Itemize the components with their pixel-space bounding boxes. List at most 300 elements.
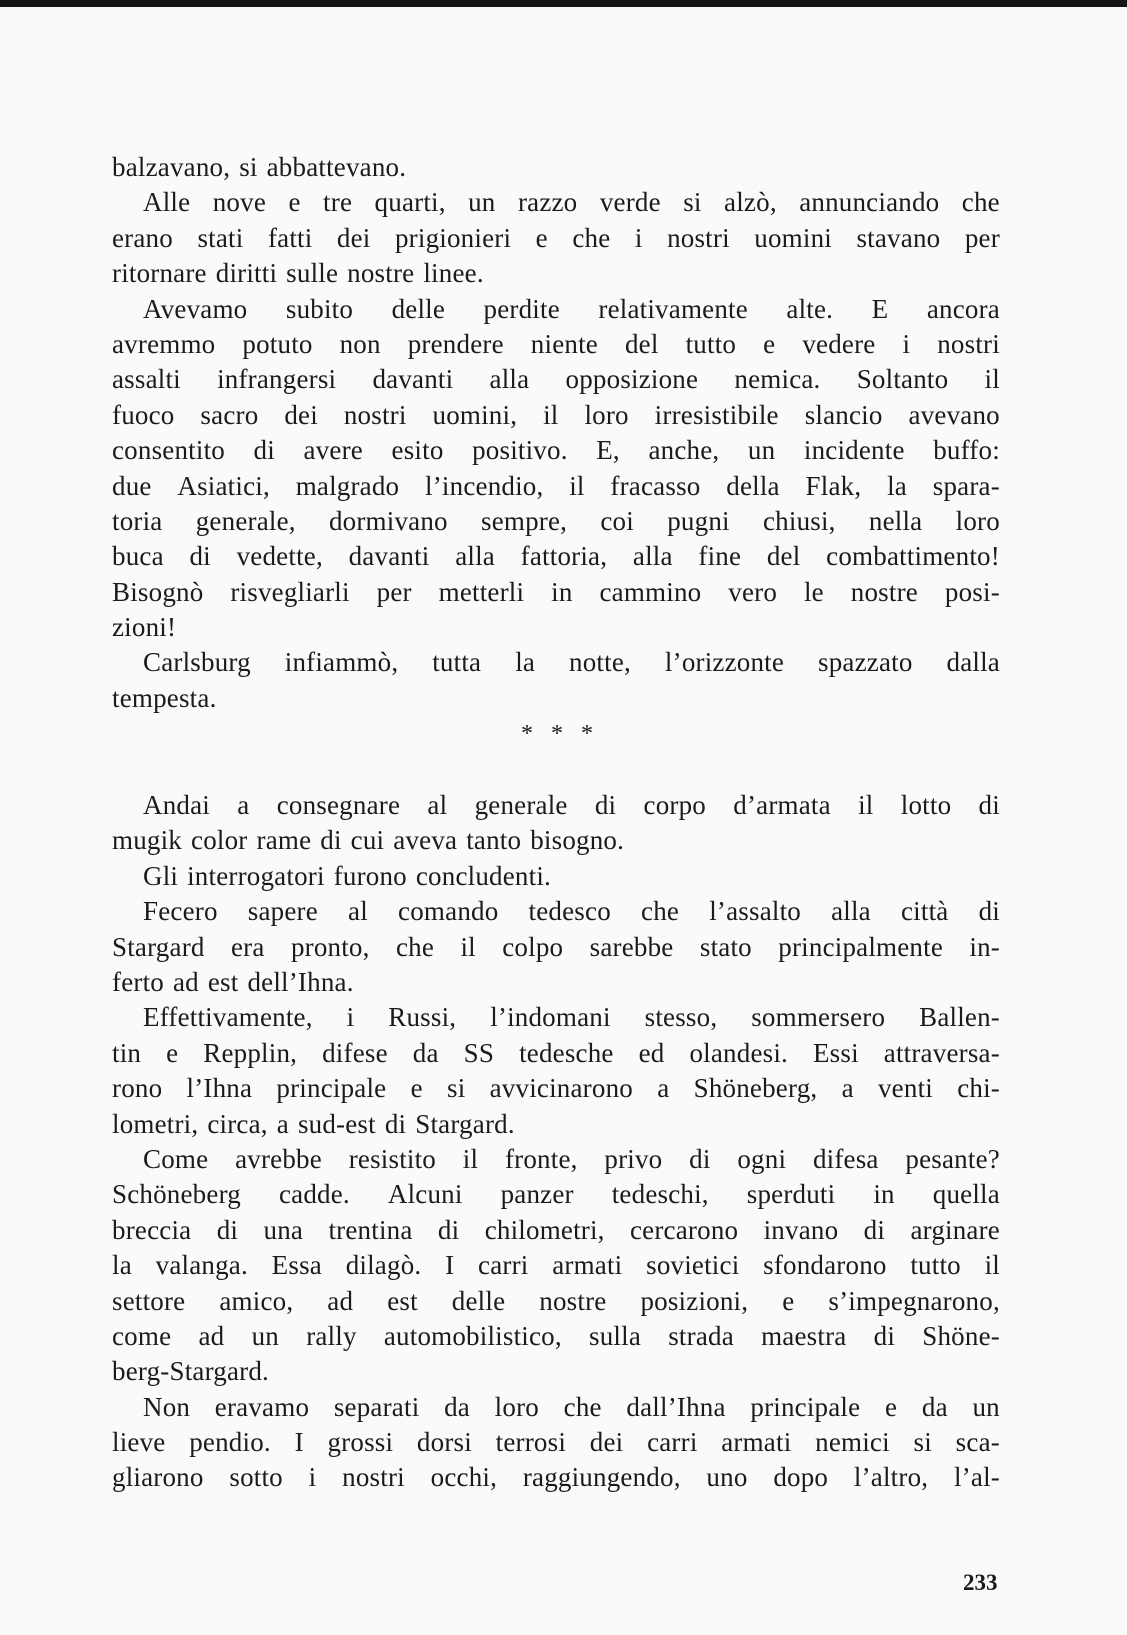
word: principale: [750, 1391, 861, 1422]
word: nostri: [342, 1462, 405, 1493]
word: stati: [197, 222, 244, 253]
word: Carlsburg: [143, 647, 251, 678]
word: alla: [455, 541, 495, 572]
word: dell’Ihna.: [247, 966, 354, 997]
word: potuto: [242, 328, 313, 359]
word: di: [253, 435, 275, 466]
word: si: [239, 152, 258, 182]
word: uomini,: [432, 399, 518, 430]
word: toria: [112, 505, 163, 536]
word: positivo.: [472, 435, 568, 466]
word: alzò,: [724, 187, 777, 218]
word: il: [460, 931, 476, 962]
word: diritti: [215, 258, 278, 289]
text-line: [112, 575, 1000, 610]
word: combattimento!: [826, 541, 1000, 572]
word: l’indomani: [490, 1002, 611, 1033]
word: Gli: [143, 860, 179, 891]
word: attraversa-: [883, 1037, 1000, 1068]
text-line: [112, 823, 1000, 858]
word: l’incendio,: [425, 470, 544, 501]
word: un: [251, 1320, 279, 1351]
word: armati: [721, 1427, 792, 1458]
text-line: [112, 1177, 1000, 1212]
text-line: [112, 965, 1000, 1000]
word: nostri: [667, 222, 730, 253]
word: Repplin,: [203, 1037, 298, 1068]
word: panzer: [500, 1179, 574, 1210]
word: uno: [706, 1462, 748, 1493]
word: stato: [699, 931, 752, 962]
word: dei: [284, 399, 318, 430]
text-line: [112, 1248, 1000, 1283]
word: colpo: [502, 931, 564, 962]
word: in: [551, 576, 573, 607]
word: a: [237, 790, 250, 821]
word: spazzato: [818, 647, 913, 678]
word: l’altro,: [853, 1462, 929, 1493]
word: Stargard.: [415, 1108, 515, 1139]
word: alla: [489, 364, 530, 395]
word: sotto: [229, 1462, 283, 1493]
word: carri: [478, 1250, 529, 1281]
word: strada: [668, 1320, 734, 1351]
word: la: [112, 1250, 132, 1281]
word: di: [873, 1320, 896, 1351]
word: cadde.: [278, 1179, 350, 1210]
word: tutta: [432, 647, 482, 678]
word: per: [376, 576, 412, 607]
word: alla: [831, 896, 871, 927]
word: loro: [494, 1391, 539, 1422]
blank-line: [112, 753, 1000, 788]
word: alla: [632, 541, 673, 572]
word: Essi: [812, 1037, 859, 1068]
word: Schöneberg: [112, 1179, 241, 1210]
word: gliarono: [112, 1462, 204, 1493]
word: tutto: [910, 1250, 961, 1281]
word: carri: [647, 1427, 698, 1458]
word: e: [166, 1037, 179, 1068]
word: separati: [333, 1391, 420, 1422]
word: generale: [474, 790, 568, 821]
word: occhi,: [430, 1462, 498, 1493]
word: sacro: [200, 399, 259, 430]
text-line: [112, 930, 1000, 965]
word: vedere: [802, 328, 876, 359]
word: fatti: [267, 222, 313, 253]
word: dei: [336, 222, 371, 253]
word: il: [984, 364, 1000, 395]
word: maestra: [761, 1320, 847, 1351]
word: consegnare: [276, 790, 401, 821]
word: di: [189, 541, 211, 572]
word: sfondarono: [763, 1250, 887, 1281]
word: che: [961, 187, 1000, 218]
word: irresistibile: [654, 399, 779, 430]
word: buca: [112, 541, 164, 572]
word: i: [308, 1462, 317, 1493]
word: dei: [589, 1427, 624, 1458]
word: che: [395, 931, 435, 962]
word: avvicinarono: [489, 1073, 633, 1104]
word: rono: [112, 1073, 163, 1104]
word: trentina: [328, 1214, 413, 1245]
word: un: [972, 1391, 1000, 1422]
word: prigionieri: [394, 222, 512, 253]
word: pesante?: [905, 1143, 1000, 1174]
word: rally: [306, 1320, 357, 1351]
word: Shöne-: [922, 1320, 1000, 1351]
word: Soltanto: [856, 364, 949, 395]
word: lometri,: [112, 1108, 199, 1139]
word: amico,: [219, 1285, 294, 1316]
text-line: [112, 1425, 1000, 1460]
word: razzo: [517, 187, 578, 218]
word: cammino: [599, 576, 702, 607]
word: per: [964, 222, 1000, 253]
word: uomini: [754, 222, 832, 253]
text-line: [112, 1213, 1000, 1248]
word: stavano: [856, 222, 941, 253]
word: color: [191, 825, 248, 856]
word: al: [348, 896, 368, 927]
word: sapere: [247, 896, 318, 927]
word: il: [984, 1250, 1000, 1281]
top-edge-rule: [0, 0, 1127, 7]
word: raggiungendo,: [522, 1462, 681, 1493]
word: interrogatori: [187, 860, 325, 891]
word: posi-: [944, 576, 1000, 607]
word: perdite: [483, 293, 560, 324]
word: infrangersi: [217, 364, 337, 395]
word: sempre,: [481, 505, 568, 536]
word: lieve: [112, 1427, 166, 1458]
word: vero: [728, 576, 778, 607]
text-line: [112, 1460, 1000, 1495]
word: erano: [112, 222, 173, 253]
word: risvegliarli: [230, 576, 350, 607]
word: ferto: [112, 966, 164, 997]
word: ad: [327, 1285, 354, 1316]
word: davanti: [348, 541, 430, 572]
word: e: [535, 222, 548, 253]
word: i: [634, 222, 643, 253]
word: ogni: [737, 1143, 787, 1174]
word: tedesco: [528, 896, 611, 927]
word: cui: [350, 825, 385, 856]
word: ancora: [926, 293, 1000, 324]
word: olandesi.: [689, 1037, 788, 1068]
word: infiammò,: [284, 647, 399, 678]
word: consentito: [112, 435, 225, 466]
word: Flak,: [805, 470, 862, 501]
word: l’Ihna: [186, 1073, 253, 1104]
word: sca-: [955, 1427, 1000, 1458]
word: generale,: [195, 505, 296, 536]
word: grossi: [327, 1427, 394, 1458]
word: e: [782, 1285, 795, 1316]
word: Andai: [143, 790, 210, 821]
word: delle: [451, 1285, 506, 1316]
word: Avevamo: [143, 293, 248, 324]
word: di: [320, 825, 342, 856]
word: di: [689, 1143, 711, 1174]
word: invano: [763, 1214, 839, 1245]
word: E,: [596, 435, 620, 466]
word: i: [346, 1002, 355, 1033]
text-line: [112, 1142, 1000, 1177]
word: era: [230, 931, 265, 962]
word: dalla: [946, 647, 1000, 678]
word: un: [468, 187, 496, 218]
word: Alcuni: [387, 1179, 463, 1210]
word: nostri: [343, 399, 407, 430]
word: tutto: [685, 328, 737, 359]
word: dilagò.: [345, 1250, 422, 1281]
word: Ballen-: [919, 1002, 1000, 1033]
word: chi-: [957, 1073, 1000, 1104]
word: venti: [877, 1073, 933, 1104]
word: E: [871, 293, 889, 324]
word: al: [427, 790, 448, 821]
word: automobilistico,: [383, 1320, 562, 1351]
word: sarebbe: [589, 931, 674, 962]
text-line: [112, 398, 1000, 433]
word: e: [410, 1073, 423, 1104]
word: da: [921, 1391, 948, 1422]
word: fattoria,: [520, 541, 608, 572]
word: difesa: [812, 1143, 879, 1174]
word: del: [766, 541, 801, 572]
word: nella: [868, 505, 923, 536]
word: malgrado: [295, 470, 400, 501]
text-line: [112, 859, 1000, 894]
text-line: [112, 433, 1000, 468]
word: il: [569, 470, 585, 501]
word: SS: [463, 1037, 495, 1068]
word: della: [726, 470, 780, 501]
word: subito: [285, 293, 354, 324]
word: verde: [599, 187, 661, 218]
page-number: 233: [963, 1570, 998, 1595]
word: bisogno.: [530, 825, 625, 856]
word: il: [858, 790, 874, 821]
word: nostre: [539, 1285, 607, 1316]
text-line: [112, 1284, 1000, 1319]
text-line: [112, 256, 1000, 291]
word: ad: [172, 966, 199, 997]
text-line: [112, 327, 1000, 362]
word: davanti: [372, 364, 454, 395]
word: Essa: [271, 1250, 322, 1281]
text-line: [112, 1000, 1000, 1035]
word: arginare: [910, 1214, 1000, 1245]
text-line: [112, 645, 1000, 680]
word: zioni!: [112, 612, 177, 643]
text-line: [112, 539, 1000, 574]
word: si: [913, 1427, 932, 1458]
word: pugni: [667, 505, 730, 536]
word: non: [339, 328, 381, 359]
text-line: [112, 292, 1000, 327]
word: anche,: [648, 435, 720, 466]
word: incidente: [803, 435, 905, 466]
text-line: [112, 469, 1000, 504]
word: principalmente: [778, 931, 944, 962]
word: Effettivamente,: [143, 1002, 313, 1033]
word: annunciando: [799, 187, 940, 218]
word: opposizione: [565, 364, 699, 395]
word: spara-: [932, 470, 1000, 501]
word: che: [572, 222, 611, 253]
word: nemici: [815, 1427, 890, 1458]
word: metterli: [438, 576, 525, 607]
word: di: [978, 790, 1000, 821]
word: privo: [604, 1143, 663, 1174]
word: pendio.: [189, 1427, 271, 1458]
word: una: [263, 1214, 304, 1245]
word: abbattevano.: [266, 152, 407, 182]
word: si: [446, 1073, 466, 1104]
word: come: [112, 1320, 172, 1351]
word: sud-est: [297, 1108, 376, 1139]
text-line: [112, 1390, 1000, 1425]
word: del: [624, 328, 659, 359]
word: aveva: [393, 825, 458, 856]
word: da: [412, 1037, 439, 1068]
word: di: [437, 1214, 460, 1245]
word: fuoco: [112, 399, 175, 430]
text-line: [112, 610, 1000, 645]
text-line: [112, 1107, 1000, 1142]
word: sulla: [589, 1320, 642, 1351]
word: dorsi: [416, 1427, 472, 1458]
word: di: [216, 1214, 239, 1245]
body-text: [112, 150, 1000, 1496]
word: Alle: [143, 187, 191, 218]
word: e: [288, 187, 301, 218]
word: concludenti.: [415, 860, 551, 891]
word: tin: [112, 1037, 142, 1068]
word: valanga.: [155, 1250, 248, 1281]
word: nemica.: [734, 364, 821, 395]
text-line: [112, 1354, 1000, 1389]
word: niente: [530, 328, 598, 359]
word: difese: [322, 1037, 388, 1068]
text-line: [112, 362, 1000, 397]
text-line: [112, 681, 1000, 716]
word: tedeschi,: [611, 1179, 709, 1210]
text-line: [112, 788, 1000, 823]
word: buffo:: [933, 435, 1000, 466]
word: in-: [969, 931, 1000, 962]
word: da: [444, 1391, 470, 1422]
word: fracasso: [610, 470, 701, 501]
word: Bisognò: [112, 576, 204, 607]
word: delle: [391, 293, 446, 324]
word: Non: [143, 1391, 191, 1422]
word: sulle: [286, 258, 339, 289]
word: Come: [143, 1143, 209, 1174]
word: chilometri,: [484, 1214, 605, 1245]
word: avevano: [908, 399, 1000, 430]
word: mugik: [112, 825, 183, 856]
word: la: [887, 470, 907, 501]
word: tedesche: [519, 1037, 614, 1068]
word: Fecero: [143, 896, 218, 927]
word: avere: [303, 435, 363, 466]
word: Stargard: [112, 931, 205, 962]
word: est: [207, 966, 239, 997]
word: che: [641, 896, 680, 927]
word: a: [841, 1073, 854, 1104]
word: a: [657, 1073, 670, 1104]
text-line: [112, 150, 1000, 185]
word: quella: [932, 1179, 1000, 1210]
text-line: [112, 221, 1000, 256]
word: cercarono: [630, 1214, 739, 1245]
word: il: [462, 1143, 479, 1174]
word: breccia: [112, 1214, 192, 1245]
word: armati: [552, 1250, 623, 1281]
text-line: [112, 504, 1000, 539]
word: avremmo: [112, 328, 216, 359]
word: nostre: [850, 576, 918, 607]
word: due: [112, 470, 152, 501]
word: eravamo: [214, 1391, 310, 1422]
word: berg-Stargard.: [112, 1356, 270, 1387]
word: il: [543, 399, 559, 430]
section-separator: * * *: [521, 721, 599, 748]
word: ritornare: [112, 258, 207, 289]
word: loro: [955, 505, 1000, 536]
word: nove: [212, 187, 267, 218]
word: Shöneberg,: [693, 1073, 818, 1104]
word: sommersero: [751, 1002, 886, 1033]
word: esito: [391, 435, 444, 466]
word: l’orizzonte: [664, 647, 785, 678]
word: le: [803, 576, 824, 607]
word: dall’Ihna: [626, 1391, 726, 1422]
word: posizioni,: [640, 1285, 749, 1316]
word: Russi,: [388, 1002, 457, 1033]
word: loro: [584, 399, 629, 430]
word: l’assalto: [709, 896, 801, 927]
word: e: [885, 1391, 898, 1422]
word: nostre: [347, 258, 415, 289]
word: la: [515, 647, 536, 678]
word: lotto: [900, 790, 952, 821]
word: est: [387, 1285, 418, 1316]
word: Asiatici,: [177, 470, 270, 501]
word: ed: [638, 1037, 665, 1068]
word: sperduti: [746, 1179, 836, 1210]
word: comando: [398, 896, 499, 927]
word: di: [594, 790, 617, 821]
word: slancio: [804, 399, 883, 430]
word: linee.: [423, 258, 484, 289]
word: che: [563, 1391, 602, 1422]
word: resistito: [348, 1143, 436, 1174]
word: un: [747, 435, 776, 466]
word: tre: [323, 187, 353, 218]
word: terrosi: [495, 1427, 567, 1458]
word: l’al-: [954, 1462, 1000, 1493]
word: balzavano,: [112, 152, 231, 182]
word: vedette,: [236, 541, 323, 572]
text-line: [112, 1036, 1000, 1071]
